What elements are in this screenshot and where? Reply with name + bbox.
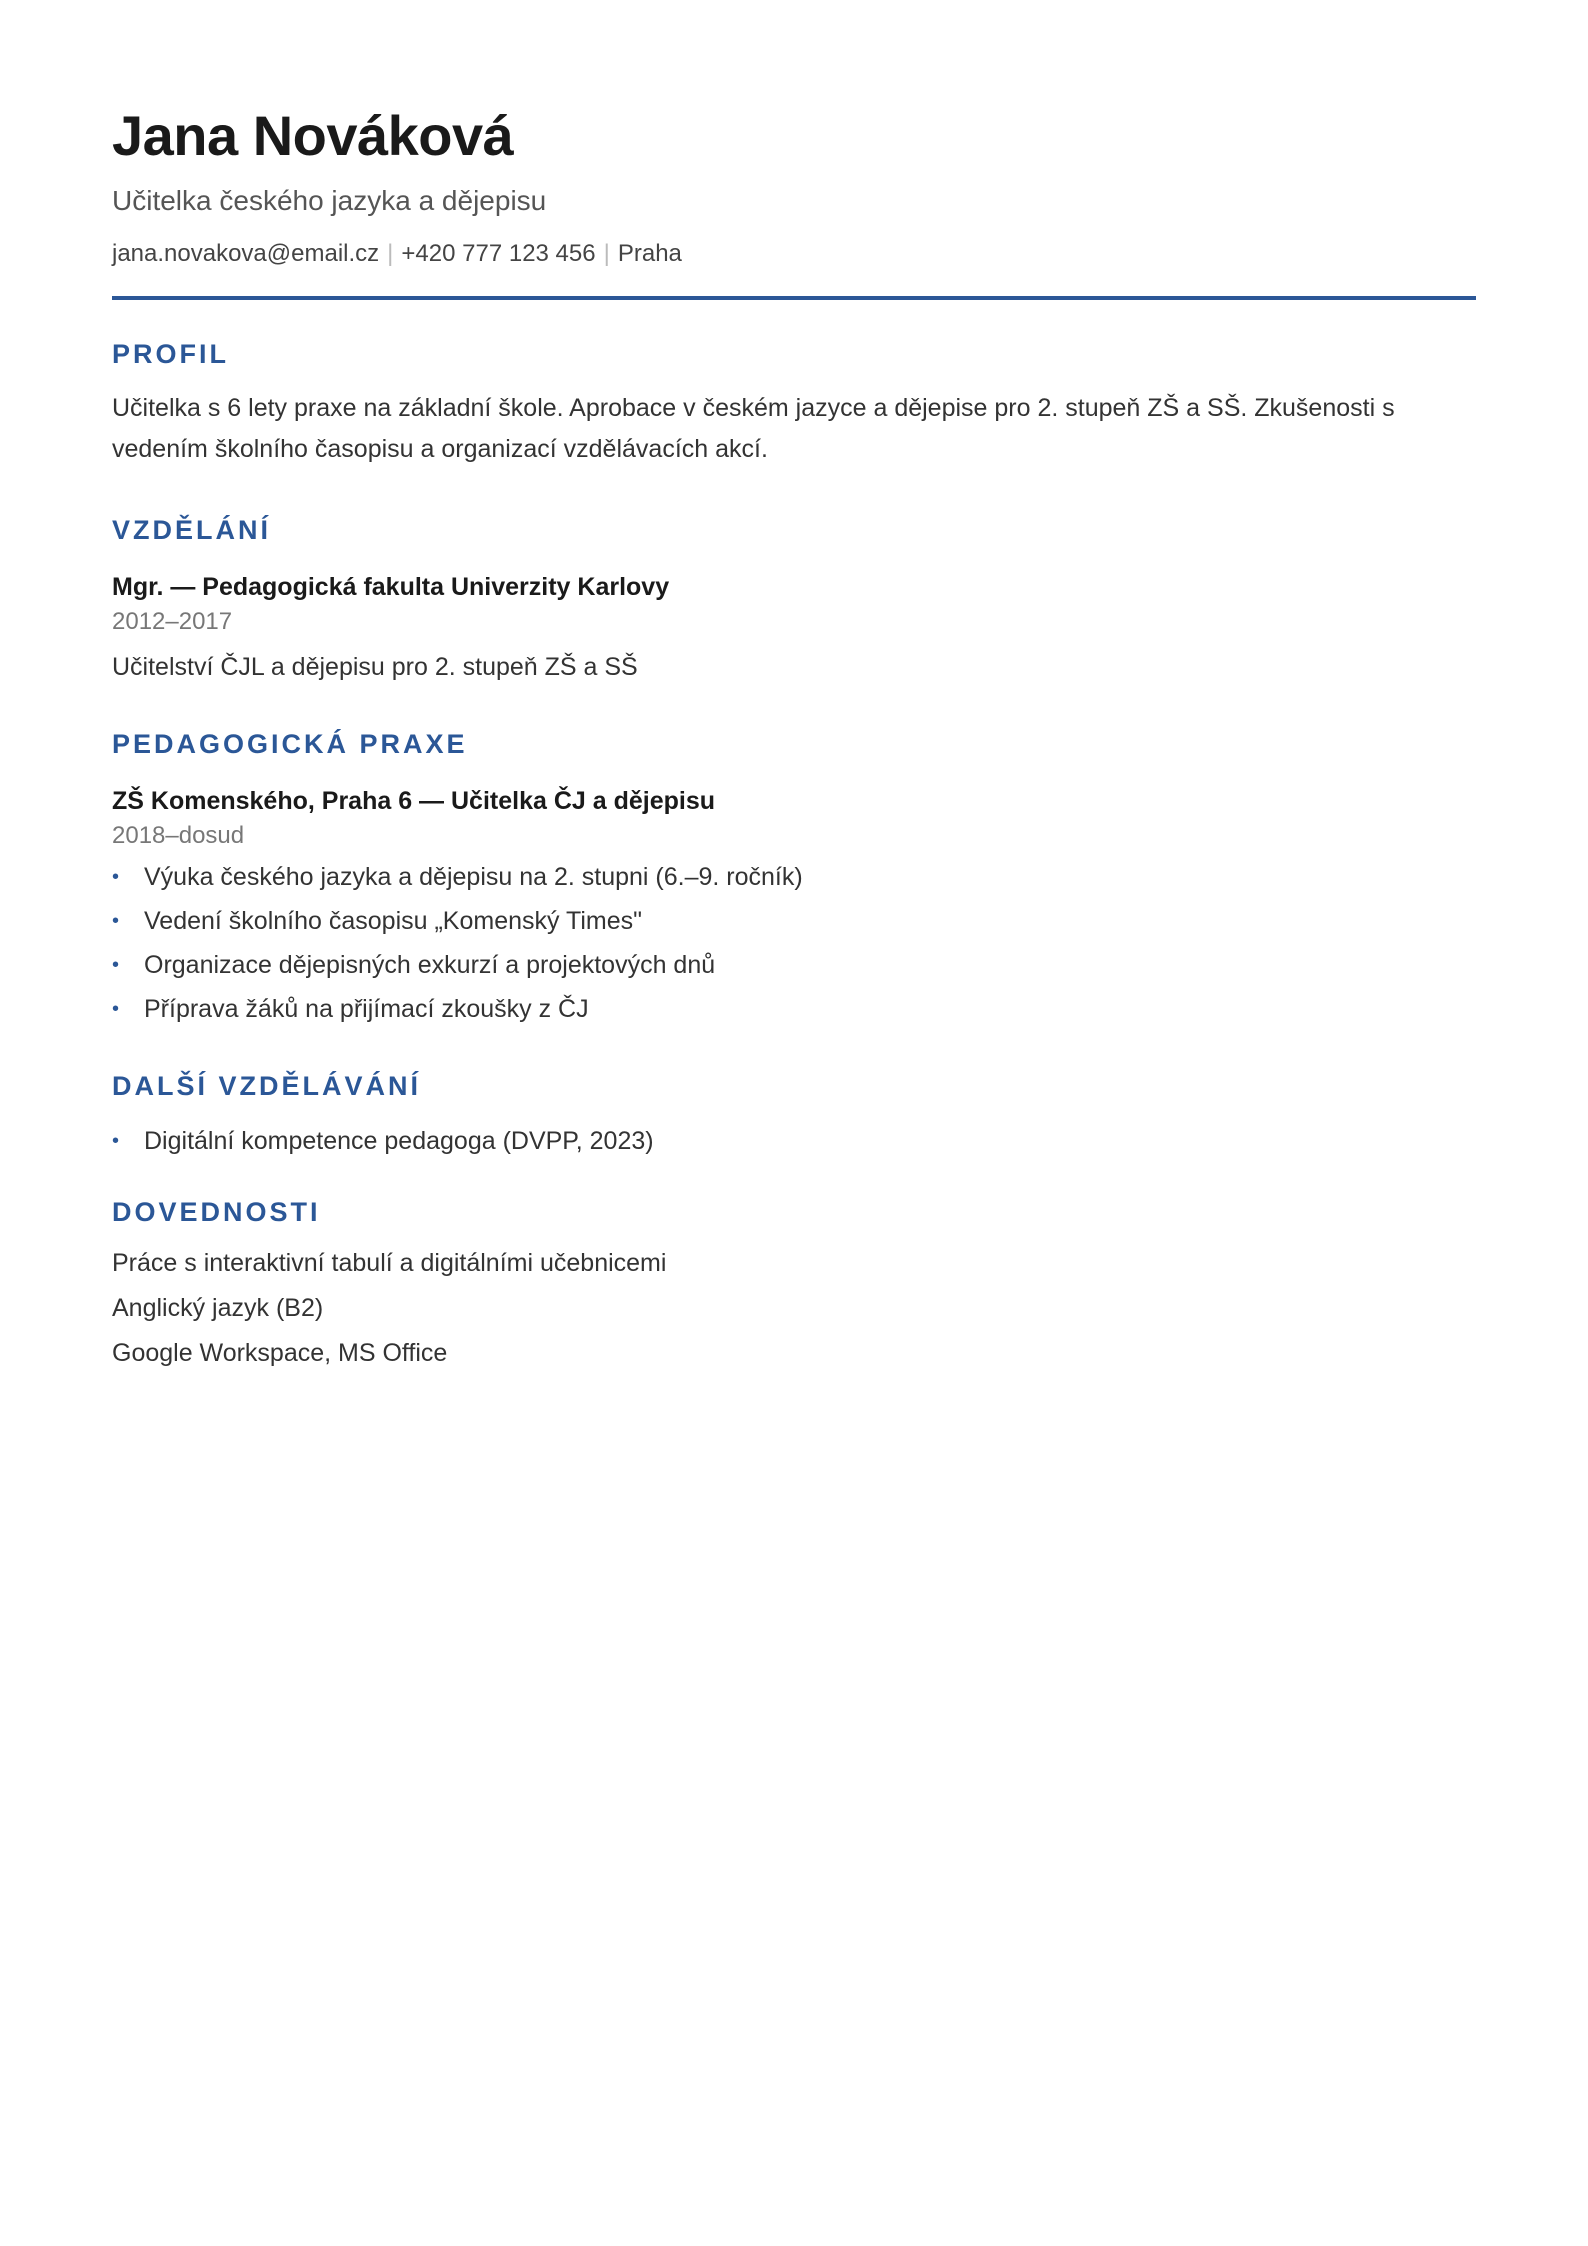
bullet-icon: • bbox=[112, 954, 120, 976]
section-title-skills: DOVEDNOSTI bbox=[112, 1197, 321, 1227]
contact-email[interactable]: jana.novakova@email.cz bbox=[112, 240, 380, 267]
skill-item: Google Workspace, MS Office bbox=[112, 1339, 448, 1367]
skills-list bbox=[112, 1246, 1476, 1370]
practice-bullet-list bbox=[112, 860, 1476, 1026]
bullet-icon: • bbox=[112, 866, 120, 888]
list-item-text: Organizace dějepisných exkurzí a projektových dnů bbox=[144, 951, 716, 979]
bullet-icon: • bbox=[112, 1130, 120, 1152]
contact-city: Praha bbox=[617, 240, 682, 267]
section-title-education: VZDĚLÁNÍ bbox=[112, 515, 271, 545]
skill-item: Anglický jazyk (B2) bbox=[112, 1294, 324, 1322]
profile-text: Učitelka s 6 lety praxe na základní škole. Aprobace v českém jazyce a dějepise pro 2. stupeň ZŠ a SŠ. Zkušenosti s vedením školního časopisu a organizací vzdělávacích akcí. bbox=[112, 394, 1395, 463]
job-title: Učitelka českého jazyka a dějepisu bbox=[112, 185, 547, 216]
list-item-text: Vedení školního časopisu „Komenský Times" bbox=[144, 907, 643, 935]
header-divider bbox=[112, 296, 1476, 300]
further-education-list bbox=[112, 1124, 1476, 1158]
list-item bbox=[112, 860, 1476, 894]
education-dates: 2012–2017 bbox=[112, 608, 233, 635]
list-item bbox=[112, 904, 1476, 938]
contact-phone[interactable]: +420 777 123 456 bbox=[401, 240, 596, 267]
bullet-icon: • bbox=[112, 998, 120, 1020]
list-item bbox=[112, 992, 1476, 1026]
list-item bbox=[112, 948, 1476, 982]
list-item-text: Výuka českého jazyka a dějepisu na 2. stupni (6.–9. ročník) bbox=[144, 863, 803, 891]
contact-separator: | bbox=[387, 240, 394, 267]
candidate-name: Jana Nováková bbox=[112, 104, 514, 167]
skill-item: Práce s interaktivní tabulí a digitálními učebnicemi bbox=[112, 1249, 667, 1277]
contact-separator: | bbox=[603, 240, 610, 267]
section-title-practice: PEDAGOGICKÁ PRAXE bbox=[112, 729, 468, 759]
section-title-profile: PROFIL bbox=[112, 339, 229, 369]
section-title-further-education: DALŠÍ VZDĚLÁVÁNÍ bbox=[112, 1071, 422, 1101]
list-item-text: Digitální kompetence pedagoga (DVPP, 2023) bbox=[144, 1127, 654, 1155]
bullet-icon: • bbox=[112, 910, 120, 932]
education-description: Učitelství ČJL a dějepisu pro 2. stupeň ZŠ a SŠ bbox=[112, 653, 638, 681]
list-item bbox=[112, 1124, 1476, 1158]
list-item-text: Příprava žáků na přijímací zkoušky z ČJ bbox=[144, 995, 589, 1023]
education-entry-title: Mgr. — Pedagogická fakulta Univerzity Karlovy bbox=[112, 573, 670, 601]
practice-dates: 2018–dosud bbox=[112, 822, 245, 849]
contact-line bbox=[112, 238, 1476, 270]
practice-entry-title: ZŠ Komenského, Praha 6 — Učitelka ČJ a dějepisu bbox=[112, 787, 715, 815]
